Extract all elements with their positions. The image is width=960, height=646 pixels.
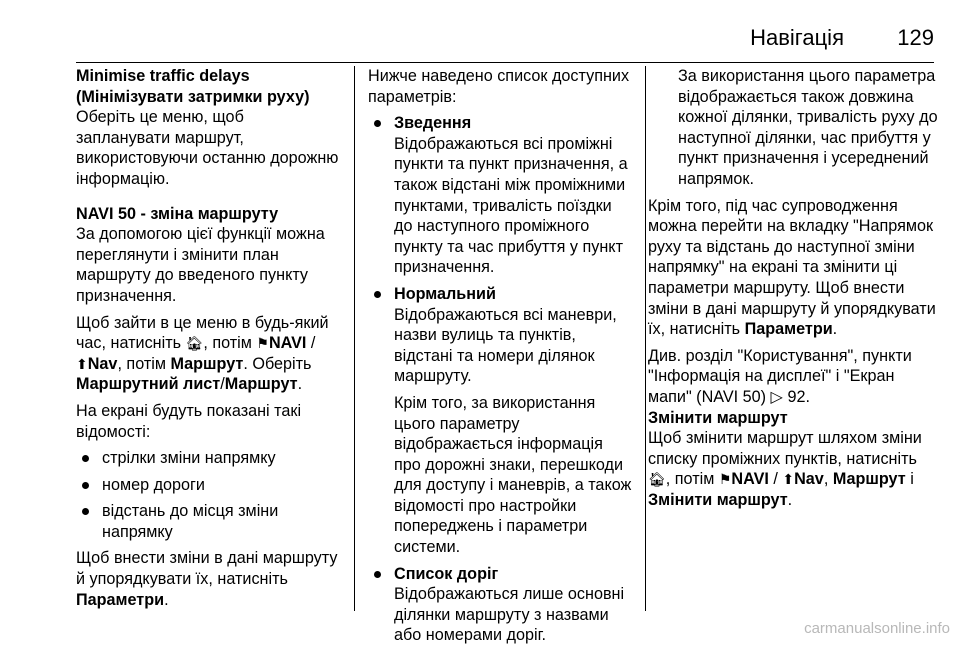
column-1	[76, 66, 342, 610]
column-3	[648, 66, 940, 510]
option-title: Зведення	[394, 114, 472, 133]
heading-minimise-traffic: Minimise traffic delays (Мінімізувати затримки руху)	[76, 67, 310, 106]
page-number: 129	[897, 25, 934, 50]
option-text: Відображаються лише основні ділянки маршруту з назвами або номерами доріг.	[394, 585, 625, 645]
paragraph: Щоб зайти в це меню в будь-який час, натисніть 🏠︎, потім ⚑NAVI / ⬆Nav, потім Маршрут. Оберіть Маршрутний лист/Маршрут.	[76, 313, 329, 394]
option-text: Відображаються всі проміжні пункти та пункт призначення, а також відстані між проміжними пунктами, тривалість поїздки до наступного проміжного пункту та час прибуття у пункт призначення.	[394, 134, 628, 277]
option-text: Крім того, за використання цього параметру відображається інформація про дорожні знаки, перешкоди для доступу і маневрів, а також відомості про настройки попереджень і параметри системи.	[394, 393, 632, 557]
watermark: carmanualsonline.info	[804, 620, 950, 637]
nav-arrow-icon: ⬆	[782, 471, 795, 488]
paragraph: Оберіть це меню, щоб запланувати маршрут, використовуючи останню дорожню інформацію.	[76, 108, 339, 188]
column-2	[368, 66, 634, 646]
section-title: Навігація	[750, 25, 844, 50]
option-list	[368, 113, 634, 646]
list-item: відстань до місця зміни напрямку	[76, 501, 342, 542]
list-item	[368, 284, 634, 558]
flag-icon: ⚑	[718, 471, 732, 488]
page-ref-arrow-icon: ▷	[770, 387, 783, 406]
paragraph: Крім того, під час супроводження можна перейти на вкладку "Напрямок руху та відстань до наступної зміни напрямку" на екрані та змінити ці параметри маршруту. Щоб внести зміни в дані маршруту й упорядкувати їх, натисніть Параметри.	[648, 196, 936, 339]
bullet-list	[76, 448, 342, 542]
paragraph: Щоб змінити маршрут шляхом зміни списку проміжних пунктів, натисніть 🏠︎, потім ⚑NAVI / ⬆Nav, Маршрут і Змінити маршрут.	[648, 429, 922, 509]
option-title: Нормальний	[394, 284, 496, 303]
flag-icon: ⚑	[256, 335, 269, 352]
option-title: Список доріг	[394, 564, 499, 583]
column-divider-1	[354, 66, 355, 611]
paragraph: Див. розділ "Користування", пункти "Інформація на дисплеї" і "Екран мапи" (NAVI 50) ▷ 92.	[648, 346, 912, 406]
list-item: стрілки зміни напрямку	[76, 448, 342, 469]
paragraph: На екрані будуть показані такі відомості:	[76, 401, 302, 441]
paragraph: Нижче наведено список доступних параметрів:	[368, 67, 630, 106]
option-text: Відображаються всі маневри, назви вулиць та пунктів, відстані та номери ділянок маршруту.	[394, 305, 617, 386]
list-item	[368, 113, 634, 278]
page-reference: 92	[787, 387, 806, 406]
heading-navi50-route: NAVI 50 - зміна маршруту	[76, 204, 279, 223]
home-icon: 🏠︎	[185, 335, 204, 352]
nav-arrow-icon: ⬆	[76, 355, 88, 372]
paragraph: За використання цього параметра відображається також довжина кожної ділянки, тривалість руху до наступної ділянки, час прибуття у пункт призначення і усереднений напрямок.	[678, 67, 938, 188]
heading-change-route: Змінити маршрут	[648, 408, 788, 427]
home-icon: 🏠︎	[648, 471, 666, 488]
page-header	[76, 0, 934, 64]
column-divider-2	[645, 66, 646, 611]
list-item: номер дороги	[76, 475, 342, 496]
paragraph: Щоб внести зміни в дані маршруту й упорядкувати їх, натисніть Параметри.	[76, 549, 338, 609]
header-rule	[76, 62, 934, 63]
list-item	[368, 564, 634, 646]
paragraph: За допомогою цієї функції можна переглянути і змінити план маршруту до введеного пункту призначення.	[76, 225, 325, 305]
